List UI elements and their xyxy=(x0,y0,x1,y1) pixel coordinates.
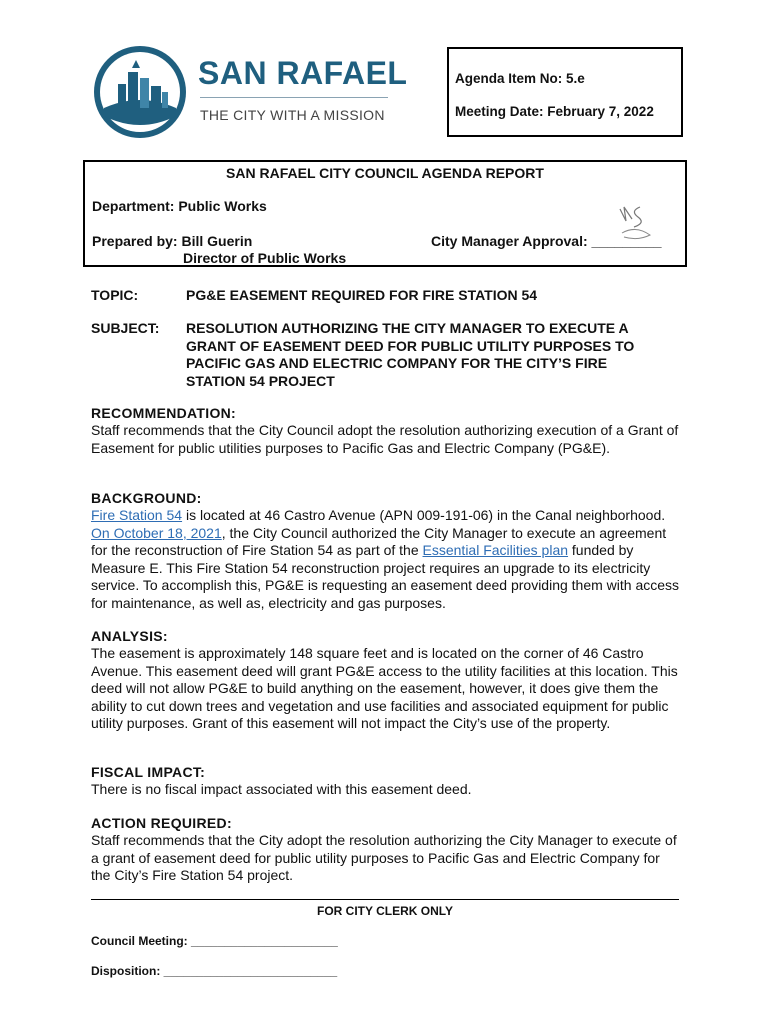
logo-divider xyxy=(200,97,388,98)
background-text-part2: , the City Council authorized the City Manager to execute an agreement for the reconstruction of Fire Station 54 as part of the xyxy=(91,524,667,558)
prepared-by: Prepared by: Bill Guerin xyxy=(92,233,253,249)
action-required-text: Staff recommends that the City adopt the resolution authorizing the City Manager to execute of a grant of easement deed for public utility purposes to Pacific Gas and Electric Company for the City’s Fire Station 54 project. xyxy=(91,832,677,883)
october-18-2021-link[interactable]: On October 18, 2021 xyxy=(91,524,222,541)
background-text-part3: funded by Measure E. This Fire Station 54 reconstruction project requires an upgrade to its electricity service. To accomplish this, PG&E is requesting an easement deed providing them with access for maintenance, as well as, electricity and gas purposes. xyxy=(91,542,680,611)
agenda-item-number: Agenda Item No: 5.e xyxy=(455,71,585,86)
topic-text: PG&E EASEMENT REQUIRED FOR FIRE STATION 54 xyxy=(186,287,538,303)
city-seal-icon xyxy=(92,44,188,140)
logo-city-name: SAN RAFAEL xyxy=(198,55,408,91)
report-title: SAN RAFAEL CITY COUNCIL AGENDA REPORT xyxy=(226,165,544,181)
city-clerk-heading: FOR CITY CLERK ONLY xyxy=(316,904,453,918)
action-required-heading: ACTION REQUIRED: xyxy=(91,815,232,831)
subject-text: RESOLUTION AUTHORIZING THE CITY MANAGER TO EXECUTE A GRANT OF EASEMENT DEED FOR PUBLIC UTILITY PURPOSES TO PACIFIC GAS AND ELECTRIC COMPANY FOR THE CITY’S FIRE STATION 54 PROJECT xyxy=(186,320,635,389)
prepared-by-title: Director of Public Works xyxy=(183,250,347,266)
meeting-date: Meeting Date: February 7, 2022 xyxy=(455,104,654,119)
analysis-text: The easement is approximately 148 square feet and is located on the corner of 46 Castro Avenue. This easement deed will grant PG&E access to the utility facilities at this location. This deed will not allow PG&E to build anything on the easement, however, it does give them the ability to cut down trees and vegetation and use facilities and associated equipment for public utility purposes. Grant of this easement will not impact the City’s use of the property. xyxy=(91,645,678,731)
fiscal-impact-text: There is no fiscal impact associated with this easement deed. xyxy=(91,781,472,797)
department: Department: Public Works xyxy=(92,198,267,214)
agenda-info-box xyxy=(447,47,683,137)
clerk-divider xyxy=(91,899,679,900)
fiscal-impact-heading: FISCAL IMPACT: xyxy=(91,764,206,780)
analysis-heading: ANALYSIS: xyxy=(91,628,168,644)
recommendation-text: Staff recommends that the City Council adopt the resolution authorizing execution of a Grant of Easement for public utilities purposes to Pacific Gas and Electric Company (PG&E). xyxy=(91,422,679,456)
background-heading: BACKGROUND: xyxy=(91,490,202,506)
subject-label: SUBJECT: xyxy=(91,320,160,336)
disposition-field: Disposition: __________________________ xyxy=(91,964,338,978)
logo-tagline: THE CITY WITH A MISSION xyxy=(200,107,385,123)
background-text-part1: is located at 46 Castro Avenue (APN 009-191-06) in the Canal neighborhood. xyxy=(182,507,666,523)
topic-label: TOPIC: xyxy=(91,287,139,303)
background-text xyxy=(91,507,681,612)
report-header-box xyxy=(83,160,687,267)
recommendation-heading: RECOMMENDATION: xyxy=(91,405,237,421)
council-meeting-field: Council Meeting: ______________________ xyxy=(91,934,338,948)
fire-station-54-link[interactable]: Fire Station 54 xyxy=(91,507,183,523)
city-logo xyxy=(92,44,412,156)
city-manager-approval: City Manager Approval: _________ xyxy=(431,233,662,249)
signature-initials-icon xyxy=(616,201,654,245)
essential-facilities-plan-link[interactable]: Essential Facilities plan xyxy=(422,542,569,558)
